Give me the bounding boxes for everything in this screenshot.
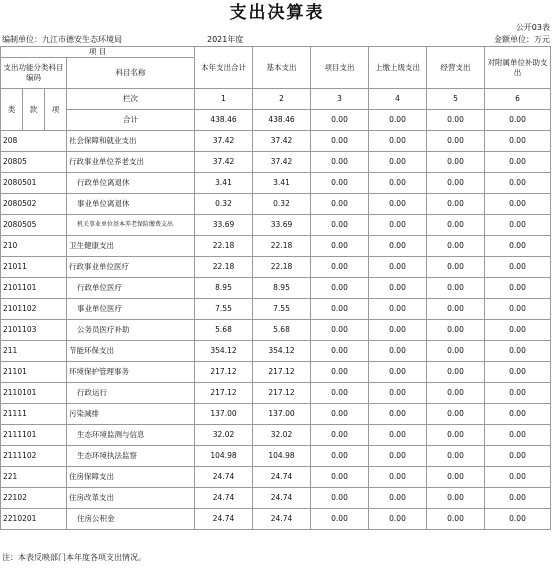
subject-code: 2110101 [1, 383, 67, 404]
cell-value: 0.00 [369, 152, 427, 173]
compiling-unit: 编制单位：九江市德安生态环境局 [2, 35, 122, 44]
cell-value: 32.02 [253, 425, 311, 446]
table-row [1, 446, 551, 467]
table-row [1, 488, 551, 509]
amount-unit: 金额单位：万元 [494, 35, 550, 44]
cell-value: 0.00 [427, 173, 485, 194]
col-header-project: 项目支出 [311, 47, 369, 89]
table-row [1, 425, 551, 446]
seq-row [1, 89, 551, 110]
cell-value: 0.00 [311, 278, 369, 299]
cell-value: 0.00 [485, 131, 551, 152]
cell-value: 24.74 [253, 467, 311, 488]
cell-value: 0.00 [311, 509, 369, 530]
cell-value: 0.00 [369, 383, 427, 404]
cell-value: 0.00 [369, 131, 427, 152]
cell-value: 24.74 [195, 467, 253, 488]
cell-value: 0.00 [427, 152, 485, 173]
col-header-subsidy: 对附属单位补助支出 [485, 47, 551, 89]
total-value: 438.46 [195, 110, 253, 131]
seq-5: 5 [427, 89, 485, 110]
subject-code: 2080502 [1, 194, 67, 215]
cell-value: 0.00 [485, 362, 551, 383]
cell-value: 0.00 [485, 341, 551, 362]
subject-name: 事业单位离退休 [67, 194, 195, 215]
table-row [1, 299, 551, 320]
page-title: 支出决算表 [229, 3, 325, 23]
table-row [1, 341, 551, 362]
table-row [1, 383, 551, 404]
cell-value: 0.00 [311, 446, 369, 467]
total-label: 合计 [67, 110, 195, 131]
cell-value: 24.74 [253, 509, 311, 530]
cell-value: 0.00 [311, 362, 369, 383]
total-value: 0.00 [369, 110, 427, 131]
subject-code: 21011 [1, 257, 67, 278]
subject-name: 住房改革支出 [67, 488, 195, 509]
cell-value: 0.00 [369, 467, 427, 488]
code-group-header: 支出功能分类科目编码 [1, 58, 67, 89]
subject-code: 208 [1, 131, 67, 152]
cell-value: 137.00 [253, 404, 311, 425]
cell-value: 0.00 [427, 425, 485, 446]
subject-name: 行政事业单位医疗 [67, 257, 195, 278]
cell-value: 0.00 [485, 257, 551, 278]
subject-name: 卫生健康支出 [67, 236, 195, 257]
footnote: 注：本表反映部门本年度各项支出情况。 [2, 553, 146, 562]
col-header-total: 本年支出合计 [195, 47, 253, 89]
cell-value: 0.00 [427, 278, 485, 299]
subject-name: 行政单位医疗 [67, 278, 195, 299]
subject-code: 2080505 [1, 215, 67, 236]
cell-value: 0.00 [369, 446, 427, 467]
subject-code: 2101103 [1, 320, 67, 341]
cell-value: 0.00 [311, 425, 369, 446]
table-row [1, 194, 551, 215]
cell-value: 0.00 [485, 446, 551, 467]
seq-2: 2 [253, 89, 311, 110]
subject-code: 221 [1, 467, 67, 488]
cell-value: 0.32 [195, 194, 253, 215]
meta-row [0, 34, 554, 46]
cell-value: 0.00 [369, 320, 427, 341]
subject-code: 2101102 [1, 299, 67, 320]
subject-name: 机关事业单位基本养老保险缴费支出 [67, 215, 195, 236]
cell-value: 0.00 [369, 509, 427, 530]
cell-value: 0.00 [311, 383, 369, 404]
cell-value: 0.00 [369, 425, 427, 446]
cell-value: 0.00 [369, 404, 427, 425]
cell-value: 0.00 [485, 488, 551, 509]
cell-value: 22.18 [195, 257, 253, 278]
cell-value: 217.12 [253, 362, 311, 383]
subject-code: 2210201 [1, 509, 67, 530]
table-row [1, 152, 551, 173]
cell-value: 0.00 [369, 236, 427, 257]
subject-code: 211 [1, 341, 67, 362]
cell-value: 7.55 [195, 299, 253, 320]
cell-value: 0.00 [485, 404, 551, 425]
cell-value: 0.32 [253, 194, 311, 215]
expenditure-table [0, 46, 551, 530]
cell-value: 37.42 [253, 131, 311, 152]
cell-value: 5.68 [195, 320, 253, 341]
cell-value: 0.00 [311, 194, 369, 215]
col-header-operating: 经营支出 [427, 47, 485, 89]
cell-value: 33.69 [253, 215, 311, 236]
cell-value: 137.00 [195, 404, 253, 425]
cell-value: 24.74 [195, 509, 253, 530]
cell-value: 8.95 [253, 278, 311, 299]
cell-value: 32.02 [195, 425, 253, 446]
cell-value: 0.00 [427, 236, 485, 257]
subject-name: 行政事业单位养老支出 [67, 152, 195, 173]
subject-name: 节能环保支出 [67, 341, 195, 362]
subject-code: 22102 [1, 488, 67, 509]
cell-value: 0.00 [369, 362, 427, 383]
cell-value: 24.74 [253, 488, 311, 509]
xiang-header: 项 [45, 89, 67, 131]
cell-value: 22.18 [195, 236, 253, 257]
cell-value: 0.00 [485, 299, 551, 320]
cell-value: 0.00 [369, 257, 427, 278]
cell-value: 0.00 [427, 383, 485, 404]
cell-value: 354.12 [195, 341, 253, 362]
cell-value: 0.00 [311, 467, 369, 488]
subject-code: 210 [1, 236, 67, 257]
cell-value: 0.00 [311, 488, 369, 509]
cell-value: 37.42 [195, 131, 253, 152]
cell-value: 0.00 [485, 194, 551, 215]
seq-3: 3 [311, 89, 369, 110]
cell-value: 104.98 [195, 446, 253, 467]
subject-name: 行政运行 [67, 383, 195, 404]
project-group-header: 项 目 [1, 47, 195, 58]
cell-value: 0.00 [427, 215, 485, 236]
cell-value: 0.00 [485, 320, 551, 341]
cell-value: 0.00 [427, 488, 485, 509]
cell-value: 0.00 [369, 215, 427, 236]
table-row [1, 236, 551, 257]
table-row [1, 257, 551, 278]
cell-value: 0.00 [485, 425, 551, 446]
col-header-remit: 上缴上级支出 [369, 47, 427, 89]
total-value: 0.00 [485, 110, 551, 131]
cell-value: 0.00 [311, 152, 369, 173]
cell-value: 0.00 [311, 215, 369, 236]
seq-1: 1 [195, 89, 253, 110]
subject-name: 环境保护管理事务 [67, 362, 195, 383]
subject-name: 行政单位离退休 [67, 173, 195, 194]
cell-value: 0.00 [427, 320, 485, 341]
total-row [1, 110, 551, 131]
cell-value: 33.69 [195, 215, 253, 236]
cell-value: 7.55 [253, 299, 311, 320]
fiscal-year: 2021年度 [207, 35, 244, 44]
table-row [1, 320, 551, 341]
cell-value: 3.41 [195, 173, 253, 194]
subject-name: 住房保障支出 [67, 467, 195, 488]
total-value: 0.00 [311, 110, 369, 131]
total-value: 438.46 [253, 110, 311, 131]
cell-value: 0.00 [427, 362, 485, 383]
form-number: 公开03表 [515, 23, 550, 32]
subject-code: 2080501 [1, 173, 67, 194]
cell-value: 0.00 [427, 404, 485, 425]
lei-header: 类 [1, 89, 23, 131]
cell-value: 0.00 [311, 257, 369, 278]
cell-value: 0.00 [427, 446, 485, 467]
kuan-header: 款 [23, 89, 45, 131]
cell-value: 8.95 [195, 278, 253, 299]
cell-value: 0.00 [311, 173, 369, 194]
cell-value: 37.42 [195, 152, 253, 173]
cell-value: 217.12 [253, 383, 311, 404]
cell-value: 0.00 [311, 131, 369, 152]
cell-value: 0.00 [485, 152, 551, 173]
table-row [1, 509, 551, 530]
cell-value: 3.41 [253, 173, 311, 194]
subject-code: 20805 [1, 152, 67, 173]
cell-value: 0.00 [369, 299, 427, 320]
cell-value: 0.00 [311, 320, 369, 341]
subject-code: 21101 [1, 362, 67, 383]
cell-value: 0.00 [485, 383, 551, 404]
subject-name: 生态环境监测与信息 [67, 425, 195, 446]
cell-value: 0.00 [485, 278, 551, 299]
table-row [1, 362, 551, 383]
subject-code: 2111102 [1, 446, 67, 467]
row-label: 栏次 [67, 89, 195, 110]
cell-value: 104.98 [253, 446, 311, 467]
cell-value: 0.00 [427, 467, 485, 488]
cell-value: 0.00 [311, 236, 369, 257]
cell-value: 0.00 [485, 236, 551, 257]
subject-name: 事业单位医疗 [67, 299, 195, 320]
cell-value: 24.74 [195, 488, 253, 509]
table-row [1, 278, 551, 299]
subject-code: 21111 [1, 404, 67, 425]
subject-name: 生态环境执法监察 [67, 446, 195, 467]
total-value: 0.00 [427, 110, 485, 131]
subject-code: 2111101 [1, 425, 67, 446]
seq-6: 6 [485, 89, 551, 110]
cell-value: 0.00 [427, 299, 485, 320]
table-row [1, 173, 551, 194]
table-row [1, 467, 551, 488]
cell-value: 354.12 [253, 341, 311, 362]
subject-name: 公务员医疗补助 [67, 320, 195, 341]
cell-value: 0.00 [369, 341, 427, 362]
cell-value: 217.12 [195, 362, 253, 383]
cell-value: 217.12 [195, 383, 253, 404]
cell-value: 0.00 [311, 404, 369, 425]
cell-value: 0.00 [427, 131, 485, 152]
cell-value: 0.00 [311, 299, 369, 320]
cell-value: 5.68 [253, 320, 311, 341]
cell-value: 0.00 [369, 173, 427, 194]
cell-value: 0.00 [369, 488, 427, 509]
subject-name: 住房公积金 [67, 509, 195, 530]
subject-name: 社会保障和就业支出 [67, 131, 195, 152]
cell-value: 0.00 [485, 467, 551, 488]
seq-4: 4 [369, 89, 427, 110]
table-row [1, 215, 551, 236]
cell-value: 0.00 [427, 509, 485, 530]
cell-value: 0.00 [427, 194, 485, 215]
header-row-1 [1, 47, 551, 58]
subject-name-header: 科目名称 [67, 58, 195, 89]
cell-value: 0.00 [427, 257, 485, 278]
subject-name: 污染减排 [67, 404, 195, 425]
col-header-basic: 基本支出 [253, 47, 311, 89]
cell-value: 0.00 [427, 341, 485, 362]
cell-value: 0.00 [485, 215, 551, 236]
cell-value: 0.00 [311, 341, 369, 362]
cell-value: 37.42 [253, 152, 311, 173]
cell-value: 0.00 [485, 509, 551, 530]
subject-code: 2101101 [1, 278, 67, 299]
table-row [1, 404, 551, 425]
cell-value: 0.00 [369, 194, 427, 215]
cell-value: 0.00 [485, 173, 551, 194]
table-row [1, 131, 551, 152]
cell-value: 22.18 [253, 236, 311, 257]
cell-value: 0.00 [369, 278, 427, 299]
cell-value: 22.18 [253, 257, 311, 278]
